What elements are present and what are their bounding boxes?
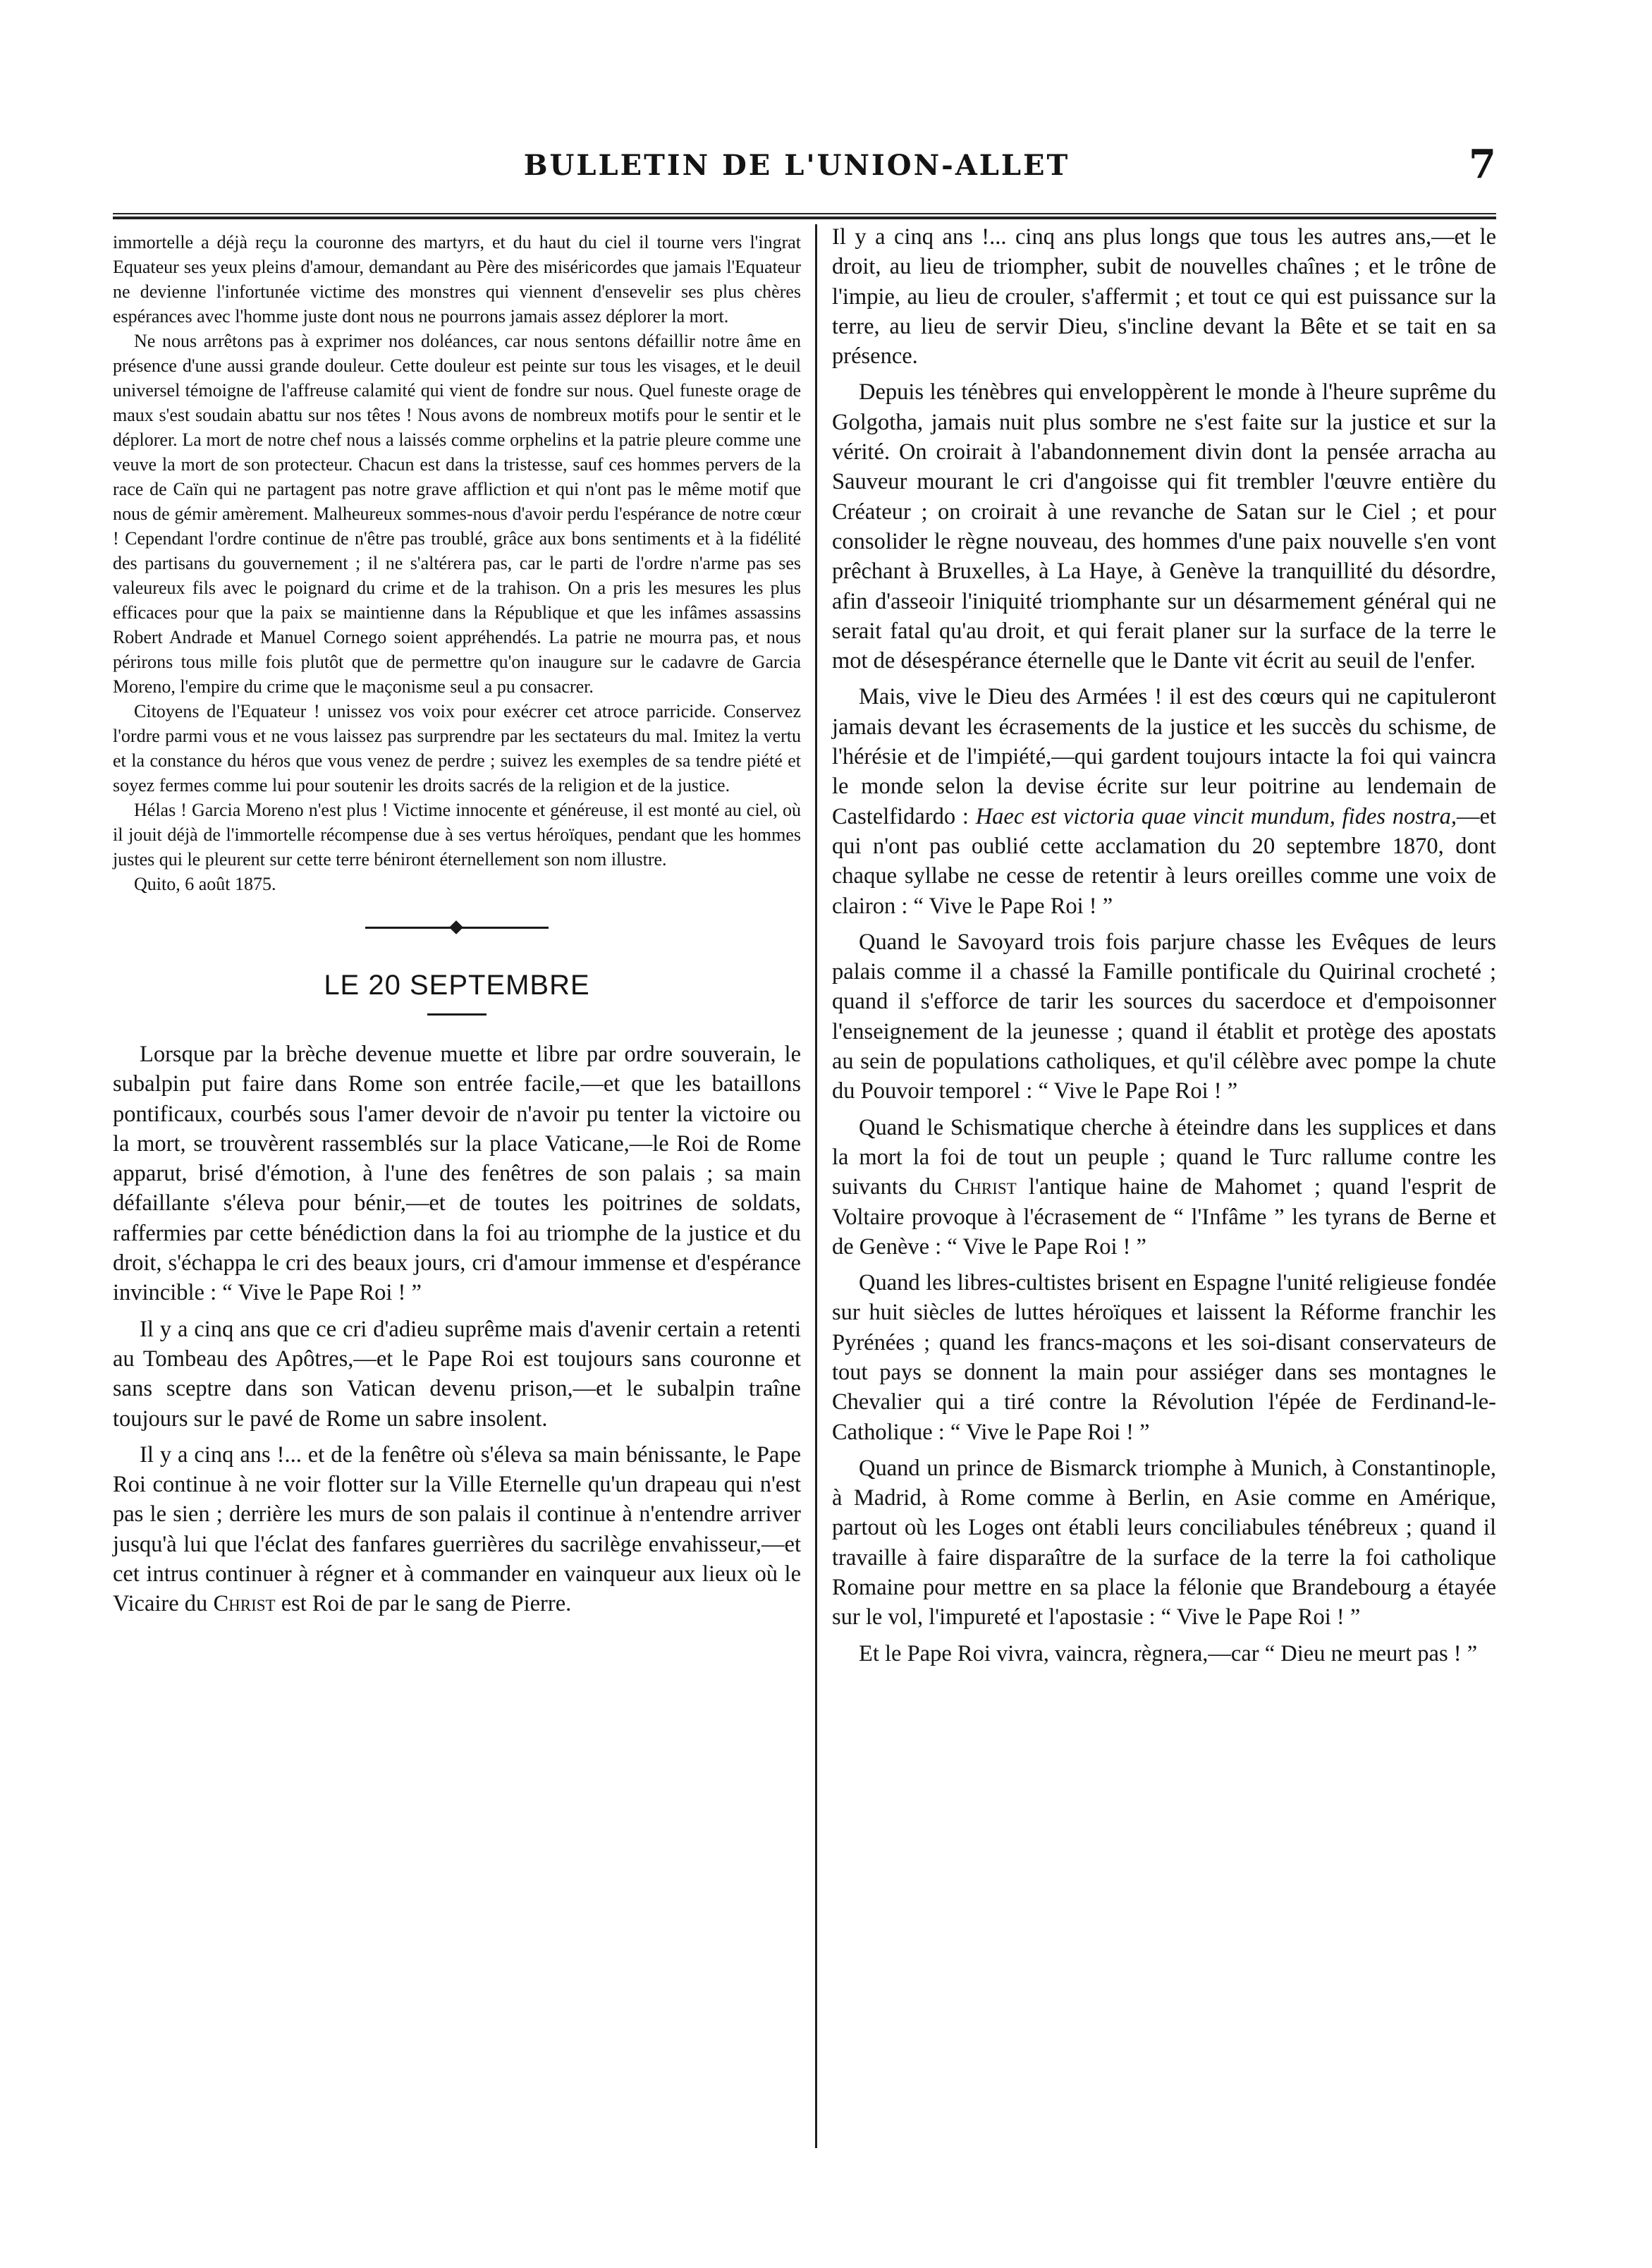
paragraph: Et le Pape Roi vivra, vaincra, règnera,—car “ Dieu ne meurt pas ! ” bbox=[859, 1640, 1478, 1666]
paragraph: Depuis les ténèbres qui enveloppèrent le monde à l'heure suprême du Golgotha, jamais nuit plus sombre ne s'est faite sur la justice et sur la vérité. On croirait à l'abandonnement divin dont la pensée arracha au Sauveur mourant le cri d'angoisse qui fit trembler l'œuvre entière du Créateur ; on croirait à une revanche de Satan sur le Ciel ; et pour consolider le règne nouveau, des hommes d'une paix nouvelle s'en vont prêchant à Bruxelles, à La Haye, à Genève la tranquillité du désordre, afin d'asseoir l'iniquité triomphante sur un désarmement général qui ne serait fatal qu'au droit, et qui ferait planer sur la surface de la terre le mot de désespérance éternelle que le Dante vit écrit au seuil de l'enfer. bbox=[832, 379, 1496, 674]
article-title: LE 20 SEPTEMBRE bbox=[324, 970, 590, 1001]
paragraph: Lorsque par la brèche devenue muette et libre par ordre souverain, le subalpin put faire dans Rome son entrée facile,—et que les bataillons pontificaux, courbés sous l'amer devoir de n'avoir pu tenter la victoire ou la mort, se trouvèrent rassemblés sur la place Vaticane,—le Roi de Rome apparut, brisé d'émotion, à l'une des fenêtres de son palais ; sa main défaillante s'éleva pour bénir,—et de toutes les poitrines de soldats, raffermies par cette bénédiction dans la foi au triomphe de la justice et du droit, s'échappa le cri des beaux jours, cri d'amour immense et d'espérance invincible : “ Vive le Pape Roi ! ” bbox=[113, 1042, 801, 1306]
running-head bbox=[113, 141, 1496, 201]
paragraph: Quand un prince de Bismarck triomphe à Munich, à Constantinople, à Madrid, à Rome comme à Berlin, en Asie comme en Amérique, partout où les Loges ont établi leurs conciliabules ténébreux ; quand il travaille à faire disparaître de la surface de la terre la foi catholique Romaine pour mettre en sa place la félonie que Brandebourg a étayée sur le vol, l'impureté et l'apostasie : “ Vive le Pape Roi ! ” bbox=[832, 1455, 1496, 1630]
paragraph bbox=[832, 1113, 1496, 1262]
left-column bbox=[113, 230, 801, 1619]
text-run: est Roi de par le sang de Pierre. bbox=[281, 1591, 572, 1617]
article-body-left bbox=[113, 1040, 801, 1619]
ornamental-divider bbox=[365, 920, 549, 934]
paragraph: Citoyens de l'Equateur ! unissez vos voix pour exécrer cet atroce parricide. Conservez l'ordre parmi vous et ne vous laissez pas surprendre par les sectateurs du mal. Imitez la vertu et la constance du héros que vous venez de perdre ; suivez les exemples de sa tendre piété et soyez fermes comme lui pour soutenir les droits sacrés de la religion et de la justice. bbox=[113, 701, 801, 795]
header-rule bbox=[113, 213, 1496, 219]
christ-smallcaps: Christ bbox=[954, 1174, 1017, 1200]
proclamation-continuation bbox=[113, 230, 801, 896]
paragraph: Il y a cinq ans !... cinq ans plus longs que tous les autres ans,—et le droit, au lieu de triompher, subit de nouvelles chaînes ; et le trône de l'impie, au lieu de crouler, s'affermit ; et tout ce qui est puissance sur la terre, au lieu de servir Dieu, s'incline devant la Bête et se tait en sa présence. bbox=[832, 224, 1496, 370]
running-title: BULLETIN DE L'UNION-ALLET bbox=[523, 149, 1070, 182]
paragraph: Ne nous arrêtons pas à exprimer nos doléances, car nous sentons défaillir notre âme en présence d'une aussi grande douleur. Cette douleur est peinte sur tous les visages, et le deuil universel témoigne de l'affreuse calamité qui vient de fondre sur nous. Quel funeste orage de maux s'est soudain abattu sur nos têtes ! Nous avons de nombreux motifs pour le sentir et le déplorer. La mort de notre chef nous a laissés comme orphelins et la patrie pleure comme une veuve la mort de son protecteur. Chacun est dans la tristesse, sauf ces hommes pervers de la race de Caïn qui ne partagent pas notre grave affliction et qui n'ont pas le même motif que nous de gémir amèrement. Malheureux sommes-nous d'avoir perdu l'espérance de notre cœur ! Cependant l'ordre continue de n'être pas troublé, grâce aux bons sentiments et à la fidélité des partisans du gouvernement ; il ne s'altérera pas, car le parti de l'ordre n'arme pas ses valeureux fils avec le poignard du crime et de la trahison. On a pris les mesures les plus efficaces pour que la paix se maintienne dans la République et que les infâmes assassins Robert Andrade et Manuel Cornego soient appréhendés. La patrie ne mourra pas, et nous périrons tous mille fois plutôt que de permettre qu'on inaugure sur le cadavre de Garcia Moreno, l'empire du crime que le maçonisme seul a pu consacrer. bbox=[113, 331, 801, 697]
christ-smallcaps: Christ bbox=[213, 1591, 276, 1617]
right-column bbox=[832, 222, 1496, 1669]
title-underline bbox=[427, 1013, 487, 1016]
paragraph bbox=[832, 682, 1496, 920]
dateline: Quito, 6 août 1875. bbox=[134, 874, 276, 894]
text-run: Il y a cinq ans !... et de la fenêtre où s'éleva sa main bénissante, le Pape Roi continue à ne voir flotter sur la Ville Eternelle qu'un drapeau qui n'est pas le sien ; derrière les murs de son palais il continue à n'entendre arriver jusqu'à lui que l'éclat des fanfares guerrières du sacrilège envahisseur,—et cet intrus continuer à régner et à commander en vainqueur aux lieux où le Vicaire du bbox=[113, 1441, 801, 1617]
text-run: l'antique haine de Mahomet ; quand l'esprit de Voltaire provoque à l'écrasement de “ l'Infâme ” les tyrans de Berne et de Genève : “ Vive le Pape Roi ! ” bbox=[832, 1174, 1497, 1260]
text-run: Mais, vive le Dieu des Armées ! il est des cœurs qui ne capituleront jamais devant les écrasements de la justice et les succès du schisme, de l'hérésie et de l'impiété,—qui gardent toujours intacte la foi qui vaincra le monde selon la devise écrite sur leur poitrine au lendemain de Castelfidardo : bbox=[832, 684, 1496, 829]
divider-diamond bbox=[449, 920, 463, 934]
paragraph: Quand les libres-cultistes brisent en Espagne l'unité religieuse fondée sur huit siècles de luttes héroïques et laissent la Réforme franchir les Pyrénées ; quand les francs-maçons et les soi-disant conservateurs de tout pays se donnent la main pour assiéger dans ses montagnes le Chevalier qui a tiré contre la Révolution l'épée de Ferdinand-le-Catholique : “ Vive le Pape Roi ! ” bbox=[832, 1270, 1496, 1445]
text-run: —et qui n'ont pas oublié cette acclamation du 20 septembre 1870, dont chaque syllabe ne cesse de retentir à leurs oreilles comme une voix de clairon : “ Vive le Pape Roi ! ” bbox=[832, 803, 1496, 919]
page-number: 7 bbox=[1469, 141, 1496, 188]
paragraph bbox=[113, 1440, 801, 1619]
text-run: Quand le Schismatique cherche à éteindre dans les supplices et dans la mort la foi de tout un peuple ; quand le Turc rallume contre les suivants du bbox=[832, 1114, 1496, 1200]
column-divider bbox=[815, 224, 817, 2148]
paragraph: Il y a cinq ans que ce cri d'adieu suprême mais d'avenir certain a retenti au Tombeau des Apôtres,—et le Pape Roi est toujours sans couronne et sans sceptre dans son Vatican devenu prison,—et le subalpin traîne toujours sur le pavé de Rome un sabre insolent. bbox=[113, 1316, 801, 1432]
latin-motto: Haec est victoria quae vincit mundum, fides nostra, bbox=[975, 803, 1457, 829]
paragraph: immortelle a déjà reçu la couronne des martyrs, et du haut du ciel il tourne vers l'ingrat Equateur ses yeux pleins d'amour, demandant au Père des miséricordes que jamais l'Equateur ne devienne l'infortunée victime des monstres qui viennent d'ensevelir ses plus chères espérances avec l'homme juste dont nous ne pourrons jamais assez déplorer la mort. bbox=[113, 232, 801, 327]
paragraph: Hélas ! Garcia Moreno n'est plus ! Victime innocente et généreuse, il est monté au ciel, où il jouit déjà de l'immortelle récompense due à ses vertus héroïques, pendant que les hommes justes qui le pleurent sur cette terre béniront éternellement son nom illustre. bbox=[113, 800, 801, 870]
paragraph: Quand le Savoyard trois fois parjure chasse les Evêques de leurs palais comme il a chassé la Famille pontificale du Quirinal crocheté ; quand il s'efforce de tarir les sources du sacerdoce et d'empoisonner l'enseignement de la jeunesse ; quand il établit et protège des apostats au sein de populations catholiques, et qu'il célèbre avec pompe la chute du Pouvoir temporel : “ Vive le Pape Roi ! ” bbox=[832, 929, 1496, 1104]
